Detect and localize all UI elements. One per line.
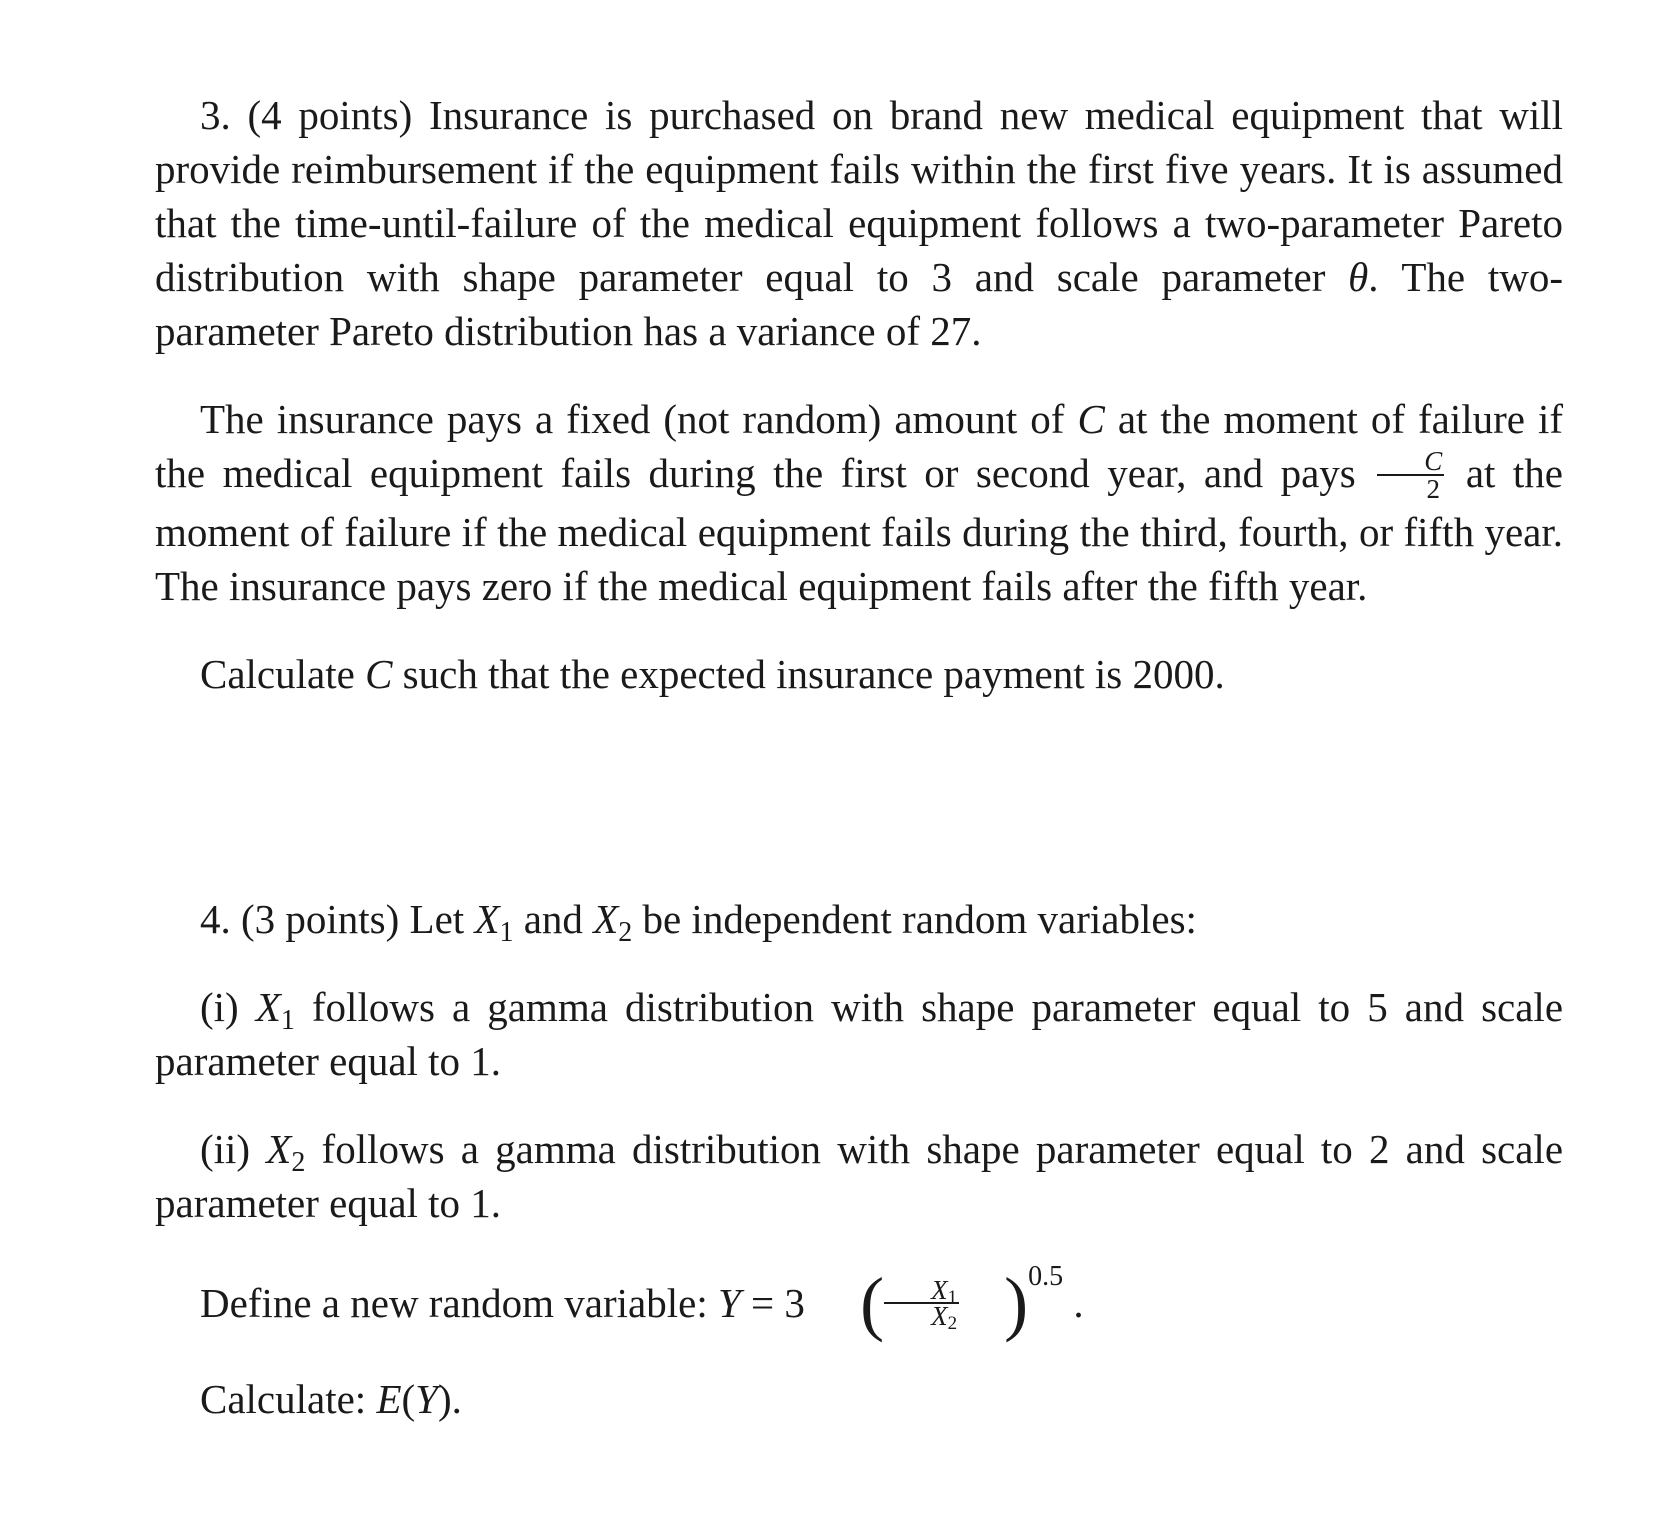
definition-period: . <box>1073 1279 1084 1326</box>
problem-3-number: 3. <box>200 92 231 138</box>
item-i-label: (i) <box>200 983 239 1030</box>
define-text: Define a new random variable: <box>200 1279 708 1326</box>
problem-4-item-ii <box>155 1122 1563 1230</box>
y-variable: Y <box>717 1279 741 1326</box>
item-ii-text: follows a gamma distribution with shape parameter equal to 2 and scale parameter equal to 1. <box>155 1125 1564 1226</box>
x2-subscript: 2 <box>618 916 633 948</box>
problem-4-question <box>155 1372 1563 1426</box>
problem-3-paragraph-1 <box>155 88 1563 358</box>
left-paren: ( <box>860 1263 885 1344</box>
problem-4-points: (3 points) <box>241 895 400 942</box>
problem-3-paragraph-2 <box>155 392 1563 613</box>
fraction-denominator: 2 <box>1426 473 1441 504</box>
para2-text-a: The insurance pays a fixed (not random) amount of <box>200 396 1065 442</box>
problem-4-intro <box>155 892 1563 946</box>
problem-4-number: 4. <box>200 895 231 942</box>
equals-sign: = <box>751 1279 775 1326</box>
problem-4-item-i <box>155 980 1563 1088</box>
item-i-subscript: 1 <box>280 1004 295 1036</box>
ratio-den-sub: 2 <box>947 1313 958 1335</box>
x1-subscript: 1 <box>499 916 514 948</box>
problem-4-definition <box>155 1260 1563 1344</box>
problem-4-intro-end: be independent random variables: <box>642 895 1197 942</box>
and-word: and <box>523 895 583 942</box>
problem-3-question <box>155 647 1563 701</box>
calc-label: Calculate: <box>200 1376 367 1423</box>
x2-variable: X <box>593 895 619 942</box>
problem-4-let: Let <box>409 895 465 942</box>
right-paren: ) <box>1004 1263 1029 1344</box>
problem-3-points: (4 points) <box>247 92 413 138</box>
ratio-denominator <box>884 1301 959 1335</box>
c-over-2-fraction <box>1377 445 1444 504</box>
para2-text-b: at the moment of failure if the medical equipment fails during the first or second year, and pays <box>155 396 1564 496</box>
exponent: 0.5 <box>1028 1260 1064 1292</box>
x1-over-x2-fraction <box>884 1275 959 1335</box>
calc-variable-c: C <box>365 650 393 697</box>
fraction-numerator: C <box>1377 448 1444 476</box>
item-i-text: follows a gamma distribution with shape parameter equal to 5 and scale parameter equal to 1. <box>155 983 1564 1084</box>
item-ii-label: (ii) <box>200 1125 251 1172</box>
problem-3-intro-end: . The two-parameter Pareto distribution has a variance of 27. <box>155 254 1563 354</box>
calc-text-b: such that the expected insurance payment is 2000. <box>402 650 1225 697</box>
calc-text-a: Calculate <box>200 650 355 697</box>
problem-3-intro: Insurance is purchased on brand new medical equipment that will provide reimbursement if the equipment fails within the first five years. It is assumed that the time-until-failure of the medical equipment follows a two-parameter Pareto distribution with shape parameter equal to 3 and scale parameter <box>155 92 1564 300</box>
expectation-expression: E(Y). <box>376 1376 462 1423</box>
ratio-num-x: X <box>931 1275 948 1306</box>
variable-c: C <box>1077 396 1105 442</box>
item-ii-subscript: 2 <box>291 1146 306 1178</box>
para2-text-c: at the moment of failure if the medical equipment fails during the third, fourth, or fifth year. The insurance pays zero if the medical equipment fails after the fifth year. <box>155 450 1563 609</box>
document-page <box>155 88 1563 1426</box>
item-i-variable: X <box>255 983 281 1030</box>
ratio-den-x: X <box>931 1301 948 1332</box>
coefficient: 3 <box>784 1279 805 1326</box>
x1-variable: X <box>474 895 500 942</box>
item-ii-variable: X <box>266 1125 292 1172</box>
ratio-num-sub: 1 <box>947 1287 958 1309</box>
theta-symbol: θ <box>1348 254 1369 300</box>
